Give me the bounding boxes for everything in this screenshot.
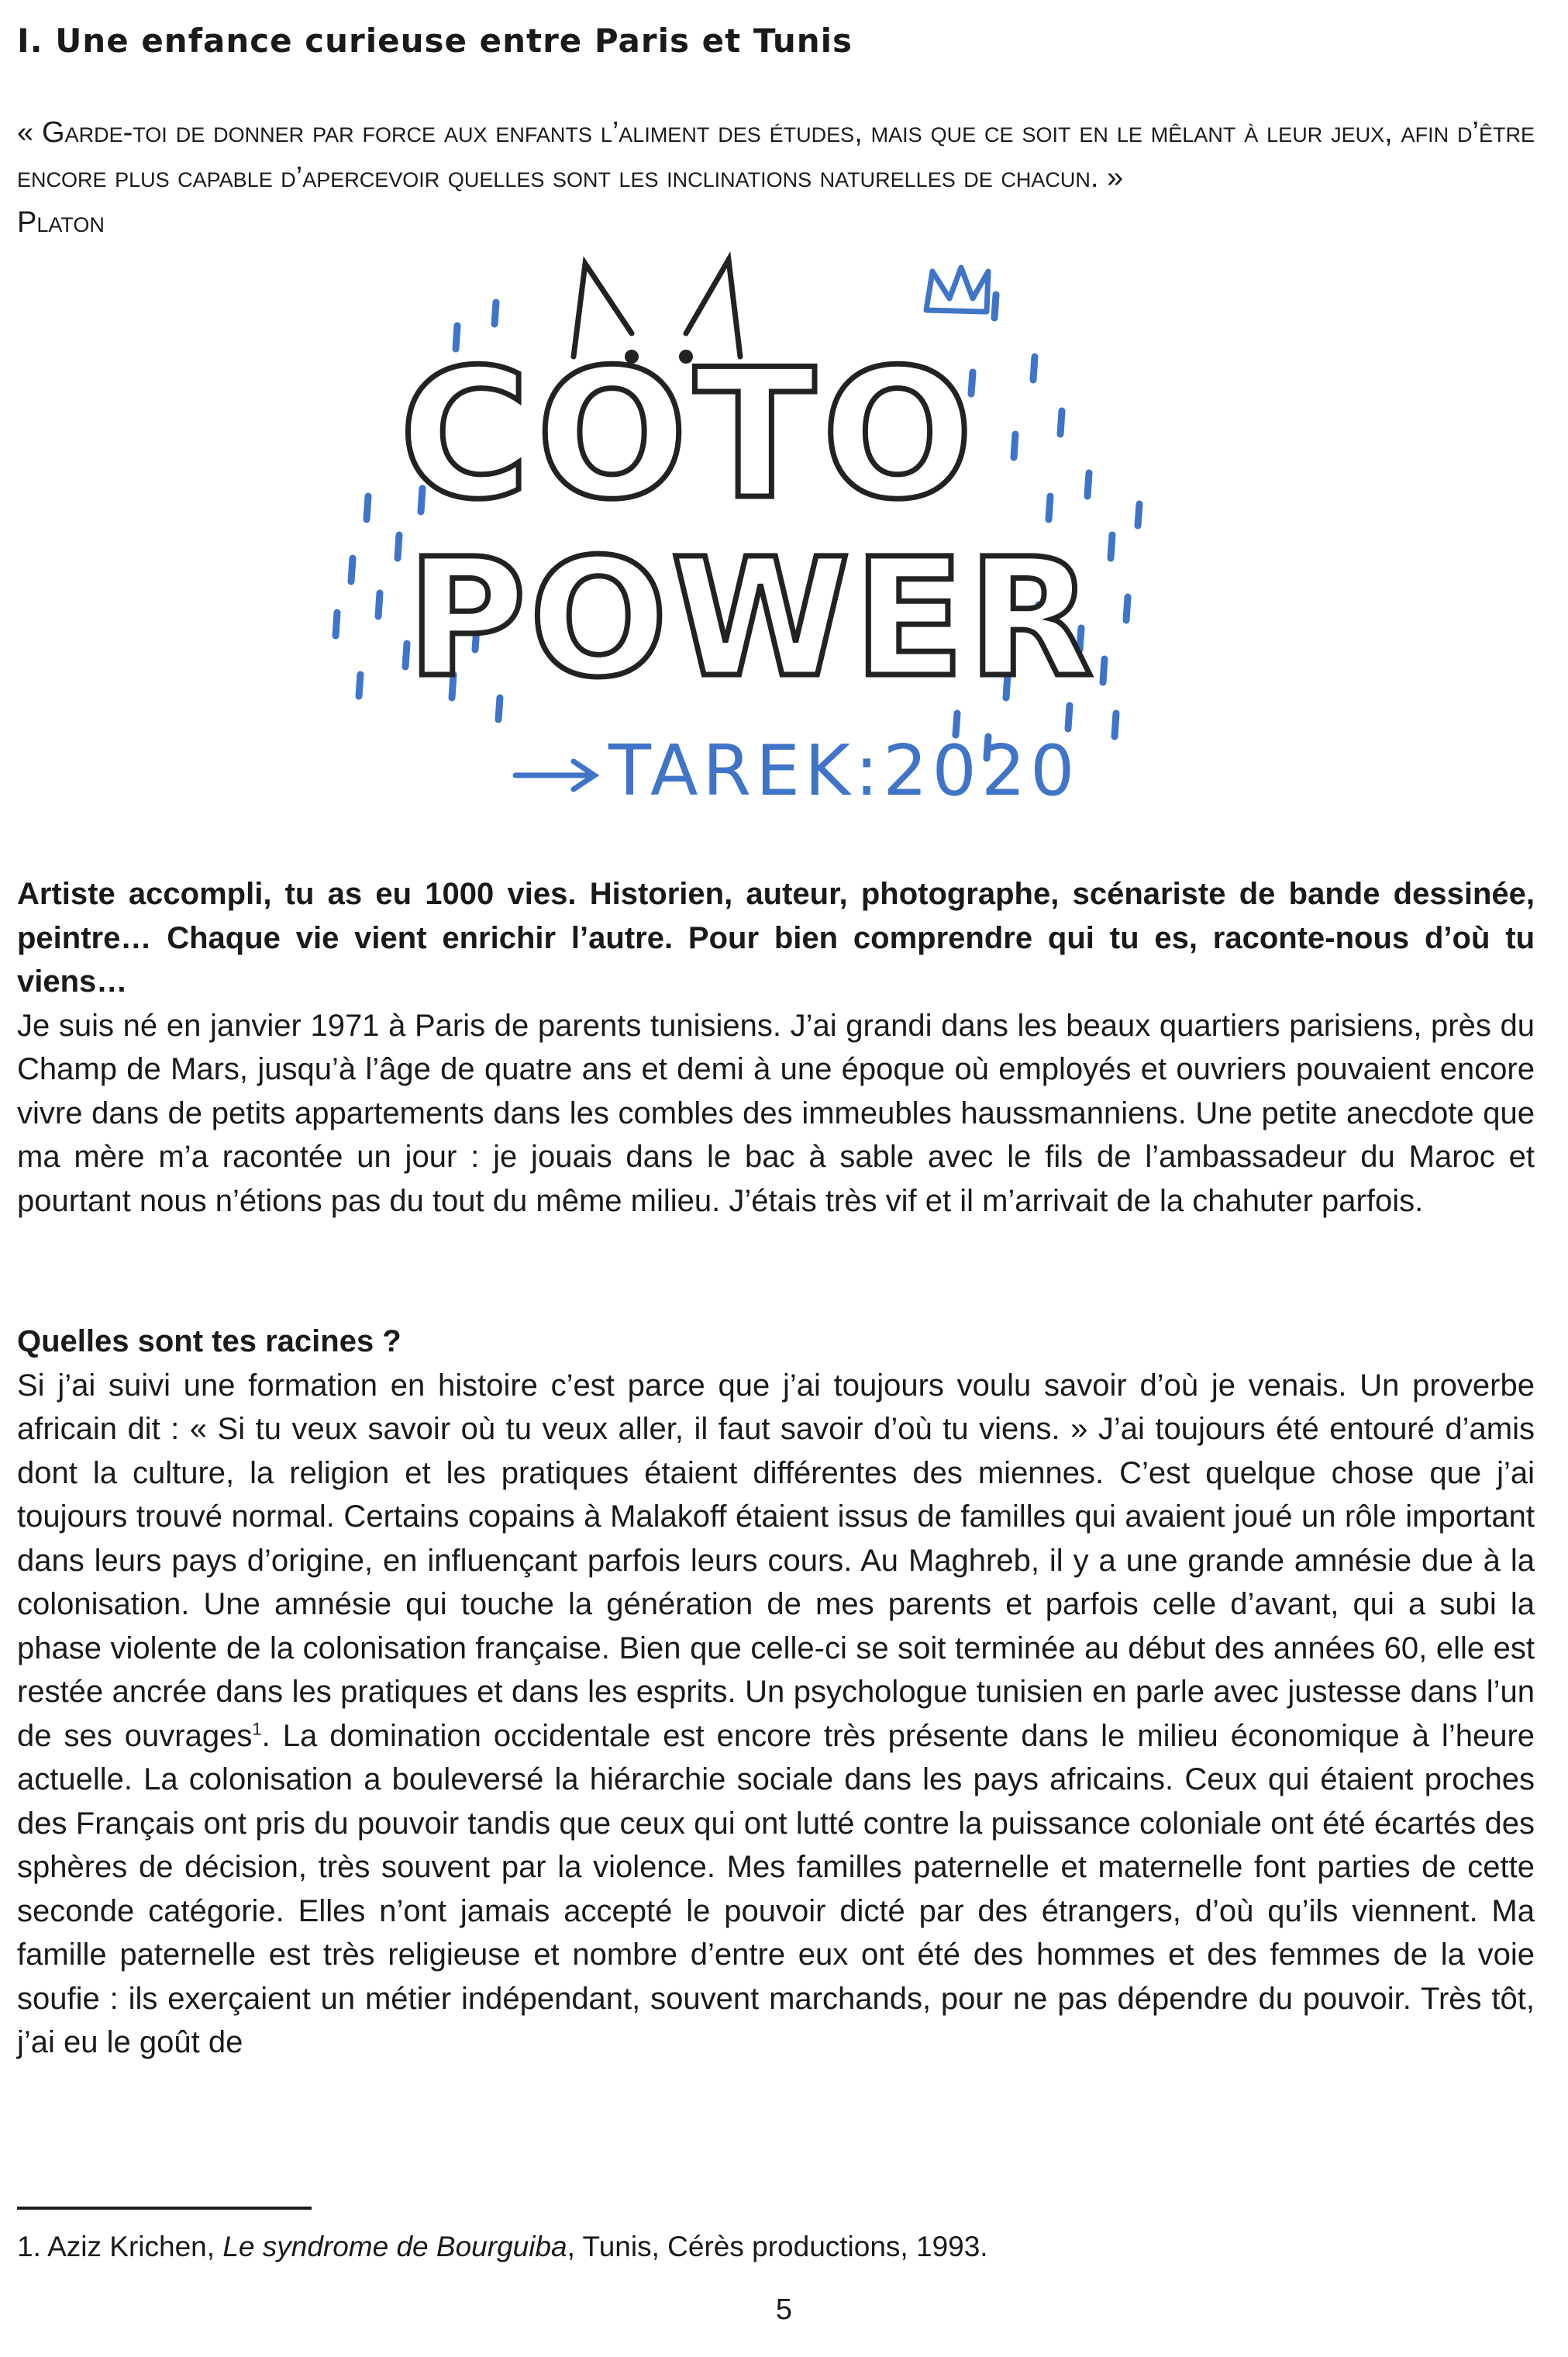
- answer-text-part1: Si j’ai suivi une formation en histoire c’est parce que j’ai toujours voulu savoir d’où je venais. Un proverbe africain dit : « Si tu veux savoir où tu veux aller, il faut savoir d’où tu viens. » J’ai toujours été entouré d’amis dont la culture, la religion et les pratiques étaient différentes des miennes. C’est quelque chose que j’ai toujours trouvé normal. Certains copains à Malakoff étaient issus de familles qui avaient joué un rôle important dans leurs pays d’origine, en influençant parfois leurs cours. Au Maghreb, il y a une grande amnésie due à la colonisation. Une amnésie qui touche la génération de mes parents et parfois celle d’avant, qui a subi la phase violente de la colonisation française. Bien que celle-ci se soit terminée au début des années 60, elle est restée ancrée dans les pratiques et dans les esprits. Un psychologue tunisien en parle avec justesse dans l’un de ses ouvrages: [17, 1368, 1535, 1753]
- page-number: 5: [775, 2293, 793, 2326]
- interview-section-origins: [17, 872, 1535, 1223]
- interview-answer: [17, 1364, 1535, 2065]
- interview-section-roots: [17, 1320, 1535, 2065]
- footnote-number: 1.: [17, 2231, 41, 2262]
- arrow-icon: [515, 761, 594, 789]
- crown-icon: [926, 267, 988, 312]
- footnote: [17, 2228, 988, 2266]
- illustration-signature: TAREK:2020: [608, 730, 1080, 812]
- illustration-word-coto: COTO: [399, 332, 980, 539]
- footnote-author: Aziz Krichen,: [47, 2231, 215, 2262]
- chapter-title: I. Une enfance curieuse entre Paris et Tunis: [17, 22, 853, 60]
- footnote-work-title: Le syndrome de Bourguiba: [222, 2231, 567, 2262]
- epigraph: [17, 110, 1535, 245]
- interview-question: Quelles sont tes racines ?: [17, 1324, 401, 1358]
- footnote-divider: [17, 2207, 312, 2210]
- epigraph-author: Platon: [17, 206, 105, 239]
- interview-question: Artiste accompli, tu as eu 1000 vies. Historien, auteur, photographe, scénariste de bande dessinée, peintre… Chaque vie vient enrichir l’autre. Pour bien comprendre qui tu es, raconte-nous d’où tu viens…: [17, 877, 1535, 999]
- epigraph-quote: « Garde-toi de donner par force aux enfants l’aliment des études, mais que ce soit en le mêlant à leur jeux, afin d’être encore plus capable d’apercevoir quelles sont les inclinations naturelles de chacun. »: [17, 116, 1535, 194]
- interview-answer: Je suis né en janvier 1971 à Paris de parents tunisiens. J’ai grandi dans les beaux quartiers parisiens, près du Champ de Mars, jusqu’à l’âge de quatre ans et demi à une époque où employés et ouvriers pouvaient encore vivre dans de petits appartements dans les combles des immeubles haussmanniens. Une petite anecdote que ma mère m’a racontée un jour : je jouais dans le bac à sable avec le fils de l’ambassadeur du Maroc et pourtant nous n’étions pas du tout du même milieu. J’étais très vif et il m’arrivait de la chahuter parfois.: [17, 1008, 1535, 1218]
- illustration-word-power: POWER: [407, 523, 1097, 713]
- answer-text-part2: . La domination occidentale est encore très présente dans le milieu économique à l’heure actuelle. La colonisation a bouleversé la hiérarchie sociale dans les pays africains. Ceux qui étaient proches des Français ont pris du pouvoir tandis que ceux qui ont lutté contre la puissance coloniale ont été écartés des sphères de décision, très souvent par la violence. Mes familles paternelle et maternelle font parties de cette seconde catégorie. Elles n’ont jamais accepté le pouvoir dicté par des étrangers, d’où qu’ils viennent. Ma famille paternelle est très religieuse et nombre d’entre eux ont été des hommes et des femmes de la voie soufie : ils exerçaient un métier indépendant, souvent marchands, pour ne pas dépendre du pouvoir. Très tôt, j’ai eu le goût de: [17, 1718, 1535, 2059]
- coto-power-illustration: [306, 240, 1159, 830]
- footnote-reference[interactable]: 1: [252, 1719, 262, 1739]
- footnote-details: , Tunis, Cérès productions, 1993.: [567, 2231, 988, 2262]
